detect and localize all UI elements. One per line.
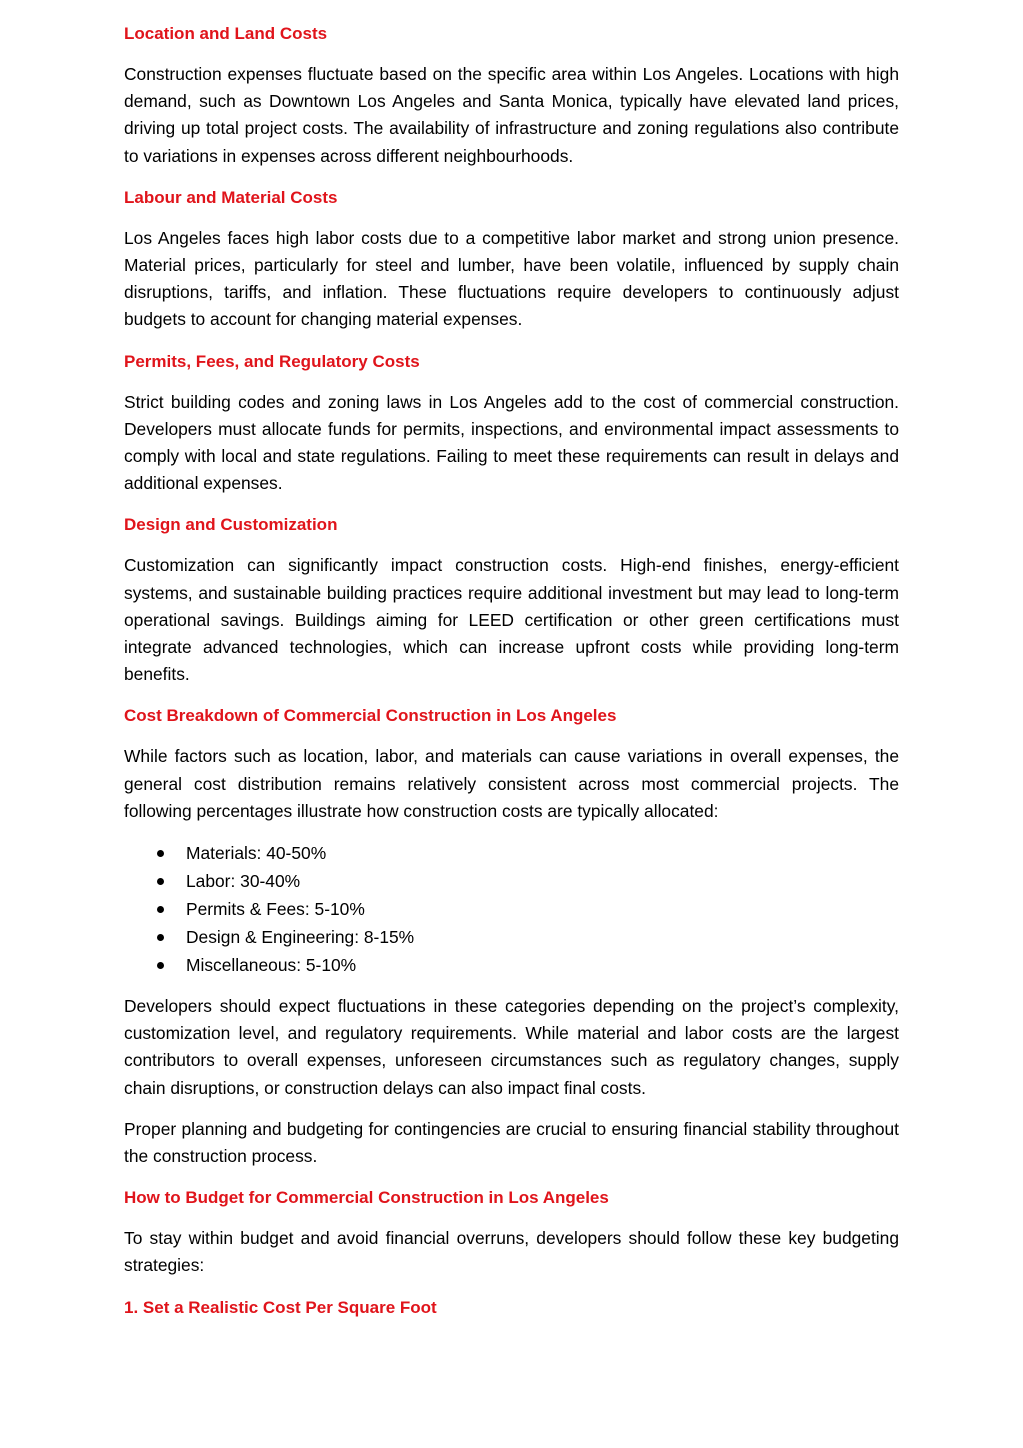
- list-item: [124, 839, 899, 867]
- section-paragraph-budget: To stay within budget and avoid financial overruns, developers should follow these key budgeting strategies:: [124, 1228, 899, 1276]
- list-item-text: Labor: 30-40%: [186, 871, 301, 892]
- list-item-text: Materials: 40-50%: [186, 843, 327, 864]
- bullet-icon: [157, 906, 164, 913]
- section-heading-labour: Labour and Material Costs: [124, 187, 338, 207]
- list-item-text: Design & Engineering: 8-15%: [186, 927, 415, 948]
- section-heading-budget: How to Budget for Commercial Construction in Los Angeles: [124, 1188, 609, 1208]
- list-item: [124, 895, 899, 923]
- document-page: [124, 0, 899, 1321]
- paragraph-planning: Proper planning and budgeting for contingencies are crucial to ensuring financial stability throughout the construction process.: [124, 1118, 899, 1167]
- section-paragraph-cost-breakdown: While factors such as location, labor, and materials can cause variations in overall expenses, the general cost distribution remains relatively consistent across most commercial projects. The following percentages illustrate how construction costs are typically allocated:: [124, 746, 899, 821]
- section-paragraph-location: Construction expenses fluctuate based on the specific area within Los Angeles. Locations with high demand, such as Downtown Los Angeles and Santa Monica, typically have elevated land prices, driving up total project costs. The availability of infrastructure and zoning regulations also contribute to variations in expenses across different neighbourhoods.: [124, 64, 899, 166]
- bullet-icon: [157, 878, 164, 885]
- list-item-text: Permits & Fees: 5-10%: [186, 899, 365, 920]
- list-item: [124, 923, 899, 951]
- cost-breakdown-list: [124, 839, 899, 979]
- section-paragraph-labour: Los Angeles faces high labor costs due to a competitive labor market and strong union presence. Material prices, particularly for steel and lumber, have been volatile, influenced by supply chain disruptions, tariffs, and inflation. These fluctuations require developers to continuously adjust budgets to account for changing material expenses.: [124, 227, 899, 330]
- bullet-icon: [157, 962, 164, 969]
- step-heading-cost-per-square-foot: 1. Set a Realistic Cost Per Square Foot: [124, 1297, 437, 1317]
- list-item: [124, 867, 899, 895]
- section-heading-location: Location and Land Costs: [124, 24, 328, 43]
- bullet-icon: [157, 850, 164, 857]
- section-heading-design: Design and Customization: [124, 515, 338, 535]
- section-heading-permits: Permits, Fees, and Regulatory Costs: [124, 351, 420, 371]
- bullet-icon: [157, 934, 164, 941]
- section-paragraph-design: Customization can significantly impact construction costs. High-end finishes, energy-efficient systems, and sustainable building practices require additional investment but may lead to long-term operational savings. Buildings aiming for LEED certification or other green certifications must integrate advanced technologies, which can increase upfront costs while providing long-term benefits.: [124, 555, 899, 685]
- paragraph-fluctuations: Developers should expect fluctuations in these categories depending on the project’s complexity, customization level, and regulatory requirements. While material and labor costs are the largest contributors to overall expenses, unforeseen circumstances such as regulatory changes, supply chain disruptions, or construction delays can also impact final costs.: [124, 996, 899, 1098]
- list-item: [124, 951, 899, 979]
- list-item-text: Miscellaneous: 5-10%: [186, 955, 357, 976]
- section-paragraph-permits: Strict building codes and zoning laws in Los Angeles add to the cost of commercial construction. Developers must allocate funds for permits, inspections, and environmental impact assessments to comply with local and state regulations. Failing to meet these requirements can result in delays and additional expenses.: [124, 391, 899, 494]
- section-heading-cost-breakdown: Cost Breakdown of Commercial Construction in Los Angeles: [124, 706, 617, 726]
